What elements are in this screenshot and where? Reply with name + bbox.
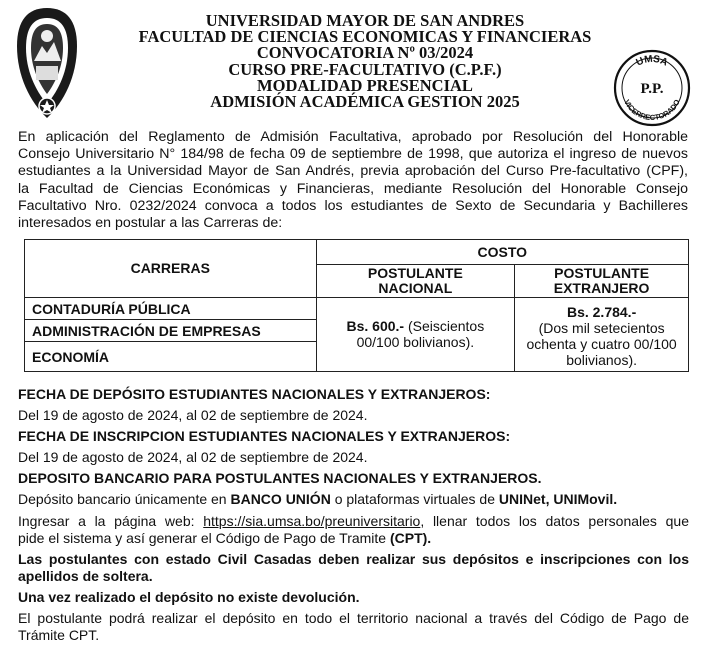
territorio-paragraph: El postulante podrá realizar el depósito en todo el territorio nacional a través del Código de Pago de Trámite CPT.: [18, 610, 689, 643]
casadas-notice: Las postulantes con estado Civil Casadas deben realizar sus depósitos e inscripciones con los apellidos de soltera.: [18, 551, 689, 584]
deposito-text: Depósito bancario únicamente en BANCO UNIÓN o plataformas virtuales de UNINet, UNIMovil.: [18, 491, 618, 507]
price-extranjero: Bs. 2.784.- (Dos mil setecientos ochenta y cuatro 00/100 bolivianos).: [515, 298, 689, 372]
intro-paragraph: [18, 129, 688, 232]
title-line-modality: MODALIDAD PRESENCIAL: [257, 75, 473, 95]
table-row-carrera: ADMINISTRACIÓN DE EMPRESAS: [25, 320, 317, 342]
intro-line: estudiantes a la Universidad Mayor de San Andrés, previa aprobación del Curso Pre-facultativo (CPF),: [18, 163, 688, 180]
title-line-university: UNIVERSIDAD MAYOR DE SAN ANDRES: [205, 11, 525, 30]
vicerrectorado-seal-icon: [612, 48, 692, 128]
fecha-deposito-text: Del 19 de agosto de 2024, al 02 de septiembre de 2024.: [18, 407, 368, 423]
fecha-inscripcion-text: Del 19 de agosto de 2024, al 02 de septiembre de 2024.: [18, 449, 368, 465]
intro-line: la Facultad de Ciencias Económicas y Financieras, mediante Resolución del Honorable Consejo: [18, 180, 688, 197]
intro-line: interesados en postular a las Carreras de:: [18, 215, 283, 232]
title-line-admission: ADMISIÓN ACADÉMICA GESTION 2025: [210, 92, 520, 112]
svg-text:UMSA: UMSA: [634, 53, 670, 69]
document-header: [0, 0, 707, 126]
cpt-label: (CPT).: [389, 530, 432, 546]
ingresar-paragraph: Ingresar a la página web: https://sia.umsa.bo/preuniversitario, llenar todos los datos personales que pide el sistema y así generar el Código de Pago de Tramite (CPT).: [18, 513, 689, 546]
preuniversitario-link[interactable]: https://sia.umsa.bo/preuniversitario: [203, 513, 421, 529]
fecha-inscripcion-title: FECHA DE INSCRIPCION ESTUDIANTES NACIONALES Y EXTRANJEROS:: [18, 428, 511, 444]
document-title-block: [90, 13, 640, 110]
bank-name: BANCO UNIÓN: [230, 491, 331, 507]
header-costo: COSTO: [316, 240, 688, 265]
cost-table: [24, 239, 689, 372]
price-nacional: Bs. 600.- (Seiscientos 00/100 bolivianos).: [316, 298, 515, 372]
intro-line: En aplicación del Reglamento de Admisión Facultativa, aprobado por Resolución del Honorable: [18, 129, 688, 145]
university-emblem-icon: [14, 6, 80, 122]
svg-text:P.P.: P.P.: [640, 81, 664, 97]
intro-line: Facultativo Nro. 0232/2024 convoca a todos los estudiantes de Sexto de Secundaria y Bachilleres: [18, 197, 688, 214]
intro-line: Consejo Universitario N° 184/98 de fecha 09 de septiembre de 1998, que autoriza el ingreso de nuevos: [18, 146, 688, 163]
table-row-carrera: CONTADURÍA PÚBLICA: [25, 298, 317, 320]
table-row-carrera: ECONOMÍA: [25, 342, 317, 372]
devolucion-notice: Una vez realizado el depósito no existe devolución.: [18, 589, 360, 605]
information-sections: [18, 386, 689, 644]
header-postulante-nacional: POSTULANTE NACIONAL: [316, 265, 515, 298]
header-postulante-extranjero: POSTULANTE EXTRANJERO: [515, 265, 689, 298]
fecha-deposito-title: FECHA DE DEPÓSITO ESTUDIANTES NACIONALES Y EXTRANJEROS:: [18, 386, 491, 402]
title-line-convocatoria: CONVOCATORIA Nº 03/2024: [256, 43, 474, 63]
header-carreras: CARRERAS: [25, 240, 317, 298]
title-line-course: CURSO PRE-FACULTATIVO (C.P.F.): [228, 59, 502, 79]
deposito-title: DEPOSITO BANCARIO PARA POSTULANTES NACIONALES Y EXTRANJEROS.: [18, 470, 542, 486]
svg-text:VICERRECTORADO: VICERRECTORADO: [622, 97, 682, 123]
virtual-platforms: UNINet, UNIMovil.: [498, 491, 618, 507]
title-line-faculty: FACULTAD DE CIENCIAS ECONOMICAS Y FINANCIERAS: [138, 27, 592, 47]
